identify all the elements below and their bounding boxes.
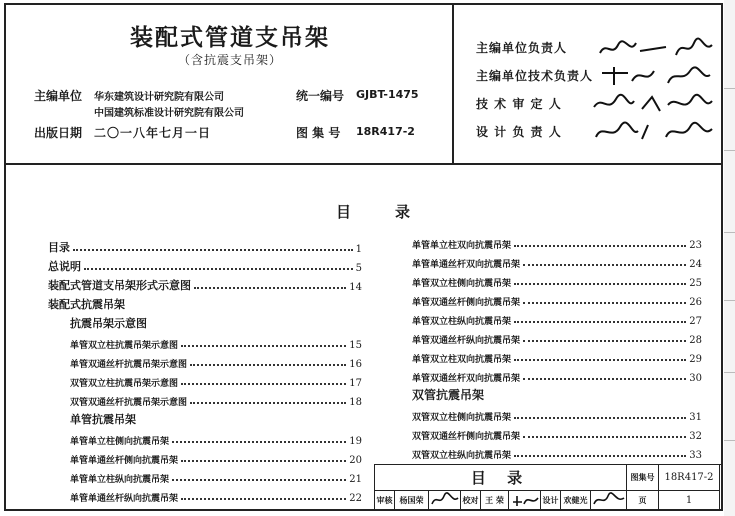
toc-entry-page: 25 (689, 278, 702, 289)
responsible-label: 主编单位负责人 (476, 41, 568, 55)
toc-entry-title: 单管单通丝杆纵向抗震吊架 (70, 494, 179, 504)
toc-section (48, 296, 362, 312)
toc-entry[interactable] (70, 373, 362, 389)
signature-image (598, 63, 716, 89)
leader-dots (523, 340, 686, 342)
toc-entry-page: 19 (349, 436, 362, 447)
toc-entry-title: 单管单立柱双向抗震吊架 (412, 241, 512, 251)
contents-heading (336, 201, 410, 222)
toc-entry-page: 21 (349, 474, 362, 485)
toc-entry[interactable] (70, 469, 362, 485)
leader-dots (514, 359, 686, 361)
leader-dots (190, 364, 346, 366)
toc-entry-title: 双管双立柱抗震吊架示意图 (70, 379, 179, 389)
checker-signature (509, 491, 541, 510)
edge-divider (724, 440, 735, 441)
toc-entry[interactable] (48, 277, 362, 293)
toc-entry-page: 24 (689, 259, 702, 270)
toc-entry[interactable] (70, 450, 362, 466)
leader-dots (181, 460, 346, 462)
toc-section-title: 双管抗震吊架 (412, 388, 485, 402)
toc-entry[interactable] (412, 235, 702, 251)
leader-dots (514, 455, 686, 457)
contents-heading-char: 录 (395, 203, 411, 221)
toc-entry-page: 1 (355, 244, 362, 255)
leader-dots (84, 268, 353, 270)
edge-divider (724, 232, 735, 233)
toc-entry[interactable] (48, 258, 362, 274)
toc-entry[interactable] (412, 292, 702, 308)
toc-entry-title: 单管双立柱双向抗震吊架 (412, 355, 512, 365)
toc-entry-page: 16 (349, 359, 362, 370)
page-number: 1 (659, 491, 720, 510)
title-block-title: 目 录 (375, 465, 627, 491)
atlas-no-label: 图 集 号 (296, 126, 341, 140)
leader-dots (181, 383, 346, 385)
leader-dots (514, 417, 686, 419)
edge-divider (724, 372, 735, 373)
toc-entry[interactable] (412, 311, 702, 327)
leader-dots (514, 283, 686, 285)
toc-entry-page: 23 (689, 240, 702, 251)
leader-dots (194, 287, 346, 289)
toc-entry-title: 单管双立柱侧向抗震吊架 (412, 279, 512, 289)
design-label: 设计 (541, 491, 561, 510)
responsible-row-4 (476, 119, 716, 145)
reviewer-signature (429, 491, 461, 510)
atlas-subtitle: （含抗震支吊架） (177, 53, 282, 67)
signature-image (592, 119, 716, 145)
page-label: 页 (627, 491, 659, 510)
leader-dots (181, 498, 346, 500)
leader-dots (73, 249, 353, 251)
toc-entry-title: 单管单通丝杆侧向抗震吊架 (70, 456, 179, 466)
leader-dots (523, 264, 686, 266)
toc-entry-page: 18 (349, 397, 362, 408)
editor-unit-1: 华东建筑设计研究院有限公司 (94, 92, 224, 103)
toc-entry[interactable] (70, 431, 362, 447)
toc-entry-page: 33 (689, 450, 702, 461)
publish-date: 二〇一八年七月一日 (94, 126, 212, 140)
leader-dots (172, 441, 346, 443)
toc-entry-page: 30 (689, 373, 702, 384)
toc-entry[interactable] (70, 392, 362, 408)
header-info-panel (6, 5, 454, 163)
toc-entry-title: 单管单通丝杆双向抗震吊架 (412, 260, 521, 270)
toc-entry[interactable] (412, 426, 702, 442)
toc-entry-title: 目录 (48, 241, 70, 254)
responsible-label: 技 术 审 定 人 (476, 97, 562, 111)
toc-entry[interactable] (70, 354, 362, 370)
toc-entry-title: 双管双通丝杆侧向抗震吊架 (412, 432, 521, 442)
responsibles-panel (456, 5, 721, 163)
designer-signature (591, 491, 627, 510)
toc-entry-title: 单管双立柱纵向抗震吊架 (412, 317, 512, 327)
leader-dots (514, 245, 686, 247)
atlas-no: 18R417-2 (356, 125, 415, 138)
toc-entry-title: 总说明 (48, 260, 81, 273)
edge-divider (724, 150, 735, 151)
signature-image (510, 492, 540, 508)
unified-code-label: 统一编号 (296, 89, 345, 103)
editor-unit-label: 主编单位 (34, 89, 83, 103)
contents-heading-char: 目 (336, 203, 352, 221)
check-label: 校对 (461, 491, 481, 510)
toc-entry[interactable] (412, 368, 702, 384)
edge-divider (724, 300, 735, 301)
title-block-atlas-no: 18R417-2 (659, 465, 720, 491)
leader-dots (181, 345, 346, 347)
toc-entry-title: 双管双立柱纵向抗震吊架 (412, 451, 512, 461)
toc-entry-page: 20 (349, 455, 362, 466)
drawing-sheet (4, 3, 723, 511)
signature-image (596, 35, 716, 61)
toc-entry-title: 装配式管道支吊架形式示意图 (48, 279, 191, 292)
toc-entry[interactable] (412, 349, 702, 365)
toc-entry-page: 5 (355, 263, 362, 274)
toc-entry-page: 15 (349, 340, 362, 351)
toc-entry-page: 29 (689, 354, 702, 365)
cover-header (6, 5, 721, 165)
signature-image (590, 91, 716, 117)
toc-entry[interactable] (412, 407, 702, 423)
toc-entry-page: 22 (349, 493, 362, 504)
leader-dots (172, 479, 346, 481)
review-label: 审核 (375, 491, 395, 510)
toc-entry[interactable] (412, 254, 702, 270)
leader-dots (523, 302, 686, 304)
toc-entry-page: 26 (689, 297, 702, 308)
signature-image (430, 492, 460, 508)
toc-entry-page: 32 (689, 431, 702, 442)
publish-date-label: 出版日期 (34, 126, 83, 140)
unified-code: GJBT-1475 (356, 88, 419, 101)
responsible-row-1 (476, 35, 716, 61)
toc-entry[interactable] (48, 239, 362, 255)
toc-entry[interactable] (412, 445, 702, 461)
designer-name: 欢健光 (561, 491, 591, 510)
editor-unit-2: 中国建筑标准设计研究院有限公司 (94, 108, 244, 119)
leader-dots (523, 378, 686, 380)
toc-entry[interactable] (412, 273, 702, 289)
toc-entry-page: 31 (689, 412, 702, 423)
leader-dots (190, 402, 346, 404)
toc-entry[interactable] (412, 330, 702, 346)
toc-entry-page: 27 (689, 316, 702, 327)
toc-section-title: 装配式抗震吊架 (48, 298, 125, 311)
toc-entry-page: 14 (349, 282, 362, 293)
toc-entry-title: 单管双通丝杆侧向抗震吊架 (412, 298, 521, 308)
toc-subsection-title: 抗震吊架示意图 (70, 317, 147, 330)
edge-divider (724, 88, 735, 89)
toc-subsection (70, 315, 362, 331)
toc-entry-title: 单管双立柱抗震吊架示意图 (70, 341, 179, 351)
toc-entry-title: 双管双通丝杆抗震吊架示意图 (70, 398, 188, 408)
toc-entry-page: 17 (349, 378, 362, 389)
atlas-title: 装配式管道支吊架 (130, 25, 330, 51)
responsible-label: 主编单位技术负责人 (476, 69, 594, 83)
responsible-label: 设 计 负 责 人 (476, 125, 562, 139)
toc-entry-title: 单管双通丝杆抗震吊架示意图 (70, 360, 188, 370)
toc-entry-title: 双管双立柱侧向抗震吊架 (412, 413, 512, 423)
reviewer-name: 杨国荣 (395, 491, 429, 510)
toc-entry[interactable] (70, 335, 362, 351)
adjacent-page-edge (724, 0, 735, 516)
toc-entry-title: 单管双通丝杆双向抗震吊架 (412, 374, 521, 384)
checker-name: 王 荣 (481, 491, 509, 510)
title-block (374, 464, 721, 511)
toc-subsection-title: 单管抗震吊架 (70, 413, 136, 426)
toc-entry-title: 单管双通丝杆纵向抗震吊架 (412, 336, 521, 346)
toc-entry-page: 28 (689, 335, 702, 346)
toc-section (412, 387, 702, 403)
toc-subsection (70, 411, 362, 427)
leader-dots (523, 436, 686, 438)
responsible-row-3 (476, 91, 716, 117)
responsible-row-2 (476, 63, 716, 89)
toc-entry-title: 单管单立柱侧向抗震吊架 (70, 437, 170, 447)
leader-dots (514, 321, 686, 323)
toc-entry-title: 单管单立柱纵向抗震吊架 (70, 475, 170, 485)
title-block-atlas-label: 图集号 (627, 465, 659, 491)
signature-image (592, 492, 626, 508)
toc-entry[interactable] (70, 488, 362, 504)
